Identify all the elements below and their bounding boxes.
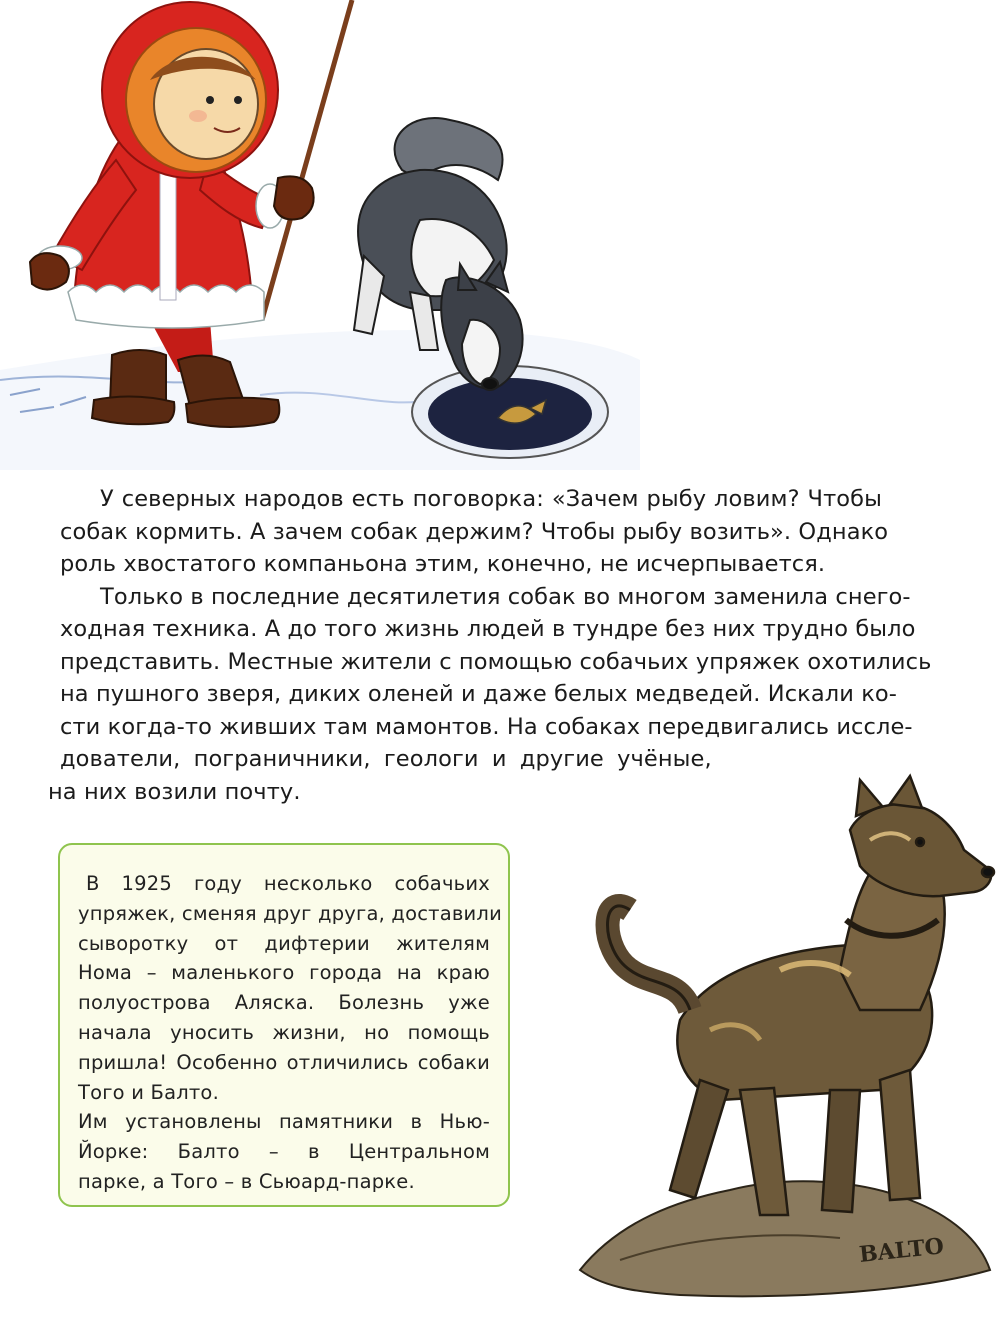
box-text-line: упряжек, сменяя друг друга, доставили — [78, 901, 502, 925]
box-text-line: парке, а Того – в Сьюард-парке. — [78, 1169, 415, 1193]
text-line: представить. Местные жители с помощью собачьих упряжек охотились — [60, 648, 932, 675]
text-line: дователи, пограничники, геологи и другие учёные, — [60, 746, 712, 772]
box-text-line: Йорке: Балто – в Центральном — [78, 1140, 490, 1164]
balto-statue-illustration — [560, 770, 1000, 1310]
box-text-line: пришла! Особенно отличились собаки — [78, 1050, 490, 1074]
box-text-line: Того и Балто. — [78, 1080, 219, 1104]
paragraph-proverb — [60, 483, 889, 581]
box-text-line: сыворотку от дифтерии жителям — [78, 931, 490, 955]
text-line: ходная техника. А до того жизнь людей в тундре без них трудно было — [60, 616, 916, 642]
article-text — [48, 483, 932, 808]
balto-info-box — [58, 843, 510, 1207]
text-line: собак кормить. А зачем собак держим? Чтобы рыбу возить». Однако — [60, 518, 889, 545]
text-line: сти когда-то живших там мамонтов. На собаках передвигались иссле- — [60, 713, 913, 740]
box-text-line: Им установлены памятники в Нью- — [78, 1110, 490, 1134]
box-text-line: Нома – маленького города на краю — [78, 961, 490, 985]
box-text-line: В 1925 году несколько собачьих — [86, 872, 490, 895]
text-line: У северных народов есть поговорка: «Зачем рыбу ловим? Чтобы — [100, 486, 882, 512]
text-line: на них возили почту. — [48, 778, 301, 805]
box-text-line: полуострова Аляска. Болезнь уже — [78, 991, 490, 1015]
text-line: Только в последние десятилетия собак во многом заменила снего- — [100, 583, 911, 610]
child-and-husky-illustration — [0, 0, 640, 470]
text-line: на пушного зверя, диких оленей и даже белых медведей. Искали ко- — [60, 681, 897, 707]
statue-plaque-text: BALTO — [857, 1233, 946, 1268]
text-line: роль хвостатого компаньона этим, конечно, не исчерпывается. — [60, 551, 826, 577]
box-text-line: начала уносить жизни, но помощь — [78, 1020, 490, 1044]
